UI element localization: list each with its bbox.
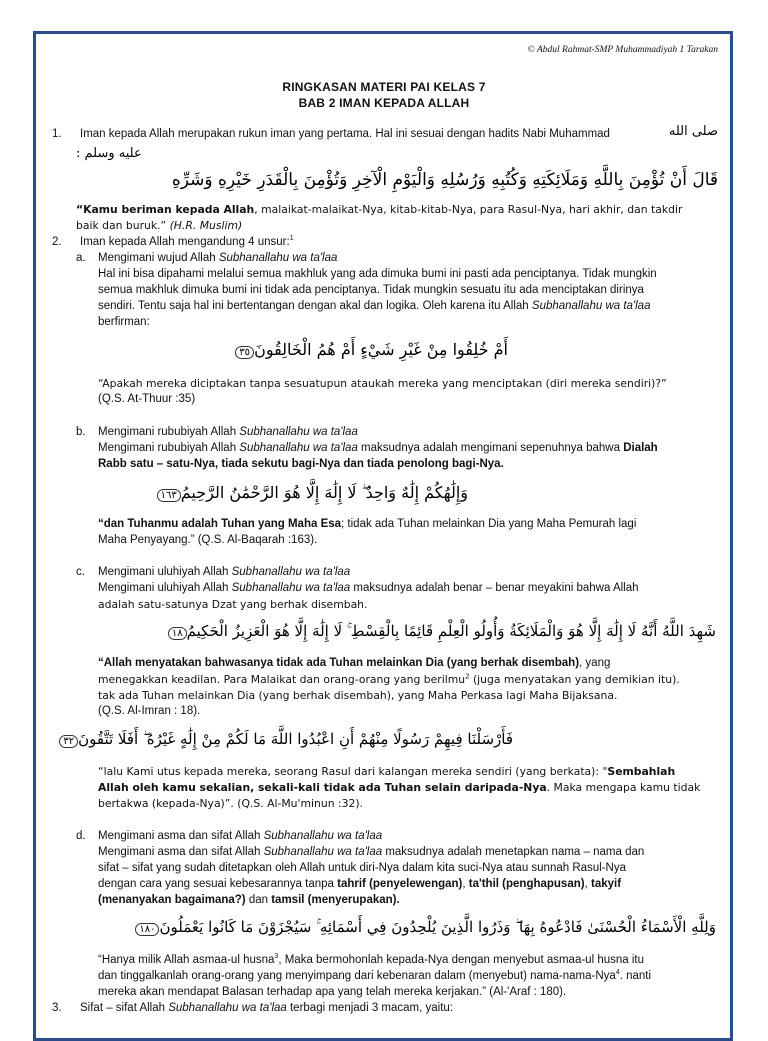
c-translation-5: “lalu Kami utus kepada mereka, seorang Rasul dari kalangan mereka sendiri (yang berkata): "Sembahlah: [98, 765, 676, 778]
ayah-number: ١٦٣: [157, 489, 181, 502]
hadith-translation-line1: “Kamu beriman kepada Allah, malaikat-malaikat-Nya, kitab-kitab-Nya, para Rasul-Nya, hari akhir, dan takdir: [76, 203, 683, 216]
b-translation-2: Maha Penyayang.” (Q.S. Al-Baqarah :163).: [98, 534, 318, 546]
c-translation-7: bertakwa (kepada-Nya)”. (Q.S. Al-Mu'minun :32).: [98, 797, 363, 810]
document-title: RINGKASAN MATERI PAI KELAS 7: [282, 80, 486, 94]
item-number-3: 3.: [52, 1002, 62, 1014]
a-paragraph-3: sendiri. Tentu saja hal ini bertentangan dengan akal dan logika. Oleh karena itu Allah Subhanallahu wa ta'laa: [98, 300, 651, 312]
d-paragraph-4: (menanyakan bagaimana?) dan tamsil (menyerupakan).: [98, 894, 400, 906]
sub-label-b: b.: [76, 426, 86, 438]
a-quran-verse: أَمْ خُلِقُوا مِنْ غَيْرِ شَيْءٍ أَمْ هُمُ الْخَالِقُونَ٣٥: [231, 340, 508, 359]
c-translation-3: tak ada Tuhan melainkan Dia (yang berhak disembah), yang Maha Perkasa lagi Maha Bijaksana.: [98, 689, 618, 702]
salawat-arabic-a: صلى الله: [668, 124, 718, 139]
c-paragraph-2: adalah satu-satunya Dzat yang berhak disembah.: [98, 598, 368, 611]
b-translation-1: “dan Tuhanmu adalah Tuhan yang Maha Esa; tidak ada Tuhan melainkan Dia yang Maha Pemurah lagi: [98, 518, 637, 530]
b-heading: Mengimani rububiyah Allah Subhanallahu wa ta'laa: [98, 426, 358, 438]
c-translation-4: (Q.S. Al-Imran : 18).: [98, 705, 201, 717]
item-number-2: 2.: [52, 236, 62, 248]
sub-label-d: d.: [76, 830, 86, 842]
d-translation-3: mereka akan mendapat Balasan terhadap apa yang telah mereka kerjakan.” (Al-'Araf : 180).: [98, 986, 567, 998]
d-translation-2: dan tinggalkanlah orang-orang yang menyimpang dari kebenaran dalam (menyebut) nama-nama-Nya$^4$. nanti: [98, 969, 652, 982]
c-translation-6: Allah oleh kamu sekalian, sekali-kali tidak ada Tuhan selain daripada-Nya. Maka mengapa kamu tidak: [98, 781, 701, 794]
c-quran-verse-1: شَهِدَ اللَّهُ أَنَّهُ لَا إِلَٰهَ إِلَّا هُوَ وَالْمَلَائِكَةُ وَأُولُو الْعِلْمِ قَائِمًا بِالْقِسْطِ ۚ لَا إِلَٰهَ إِلَّا هُوَ الْعَزِيزُ الْحَكِيمُ١٨: [164, 622, 716, 640]
ayah-number: ٣٢: [59, 735, 78, 748]
salawat-arabic-b: عليه وسلم :: [76, 146, 142, 161]
hadith-translation-line2: baik dan buruk.” (H.R. Muslim): [76, 219, 243, 232]
c-heading: Mengimani uluhiyah Allah Subhanallahu wa ta'laa: [98, 566, 351, 578]
item2-text: Iman kepada Allah mengandung 4 unsur:$^1$: [80, 235, 294, 248]
a-paragraph-2: semua makhluk dimuka bumi ini tidak ada penciptanya. Tidak mungkin sesuatu itu ada menciptakan dirinya: [98, 284, 644, 296]
c-quran-verse-2: فَأَرْسَلْنَا فِيهِمْ رَسُولًا مِنْهُمْ أَنِ اعْبُدُوا اللَّهَ مَا لَكُمْ مِنْ إِلَٰهٍ غَيْرُهُ ۖ أَفَلَا تَتَّقُونَ٣٢: [55, 730, 513, 748]
sub-label-a: a.: [76, 252, 86, 264]
sub-label-c: c.: [76, 566, 85, 578]
item-number-1: 1.: [52, 128, 62, 140]
b-paragraph-1: Mengimani rububiyah Allah Subhanallahu wa ta'laa maksudnya adalah mengimani sepenuhnya bahwa Dialah: [98, 442, 658, 454]
item1-text: Iman kepada Allah merupakan rukun iman yang pertama. Hal ini sesuai dengan hadits Nabi Muhammad: [80, 128, 610, 140]
d-paragraph-2: sifat – sifat yang sudah ditetapkan oleh Allah untuk diri-Nya dalam kita suci-Nya atau sunnah Rasul-Nya: [98, 862, 627, 874]
item3-text: Sifat – sifat Allah Subhanallahu wa ta'laa terbagi menjadi 3 macam, yaitu:: [80, 1002, 453, 1014]
c-paragraph-1: Mengimani uluhiyah Allah Subhanallahu wa ta'laa maksudnya adalah benar – benar meyakini bahwa Allah: [98, 582, 639, 594]
chapter-title: BAB 2 IMAN KEPADA ALLAH: [298, 96, 470, 110]
d-paragraph-3: dengan cara yang sesuai kebesarannya tanpa tahrif (penyelewengan), ta'thil (penghapusan), takyif: [98, 878, 622, 890]
ayah-number: ١٨٠: [135, 923, 159, 936]
a-translation-2: (Q.S. At-Thuur :35): [98, 393, 196, 405]
c-translation-1: “Allah menyatakan bahwasanya tidak ada Tuhan melainkan Dia (yang berhak disembah), yang: [98, 657, 611, 669]
ayah-number: ٣٥: [235, 346, 254, 359]
d-heading: Mengimani asma dan sifat Allah Subhanallahu wa ta'laa: [98, 830, 383, 842]
d-translation-1: “Hanya milik Allah asmaa-ul husna$^3$, Maka bermohonlah kepada-Nya dengan menyebut asmaa-ul husna itu: [98, 953, 644, 966]
c-translation-2: menegakkan keadilan. Para Malaikat dan orang-orang yang berilmu$^2$ (juga menyatakan yang demikian itu).: [98, 672, 680, 686]
a-paragraph-1: Hal ini bisa dipahami melalui semua makhluk yang ada dimuka bumi ini pasti ada penciptanya. Tidak mungkin: [98, 268, 657, 280]
d-quran-verse: وَلِلَّهِ الْأَسْمَاءُ الْحُسْنَىٰ فَادْعُوهُ بِهَا ۖ وَذَرُوا الَّذِينَ يُلْحِدُونَ فِي أَسْمَائِهِ ۚ سَيُجْزَوْنَ مَا كَانُوا يَعْمَلُونَ١٨٠: [131, 918, 716, 936]
author-credit: © Abdul Rahmat-SMP Muhammadiyah 1 Tarakan: [527, 45, 718, 55]
a-heading: Mengimani wujud Allah Subhanallahu wa ta'laa: [98, 252, 338, 264]
d-paragraph-1: Mengimani asma dan sifat Allah Subhanallahu wa ta'laa maksudnya adalah menetapkan nama – nama dan: [98, 846, 645, 858]
a-translation-1: “Apakah mereka diciptakan tanpa sesuatupun ataukah mereka yang menciptakan (diri mereka sendiri)?”: [98, 377, 667, 390]
hadith-arabic: قَالَ أَنْ تُؤْمِنَ بِاللَّهِ وَمَلَائِكَتِهِ وَكُتُبِهِ وَرُسُلِهِ وَالْيَوْمِ الْآخِرِ وَتُؤْمِنَ بِالْقَدَرِ خَيْرِهِ وَشَرِّهِ: [171, 170, 718, 190]
b-quran-verse: وَإِلَٰهُكُمْ إِلَٰهٌ وَاحِدٌ ۖ لَا إِلَٰهَ إِلَّا هُوَ الرَّحْمَٰنُ الرَّحِيمُ١٦٣: [153, 483, 468, 503]
b-paragraph-2: Rabb satu – satu-Nya, tiada sekutu bagi-Nya dan tiada penolong bagi-Nya.: [98, 458, 504, 470]
ayah-number: ١٨: [168, 627, 187, 640]
a-paragraph-4: berfirman:: [98, 316, 150, 328]
